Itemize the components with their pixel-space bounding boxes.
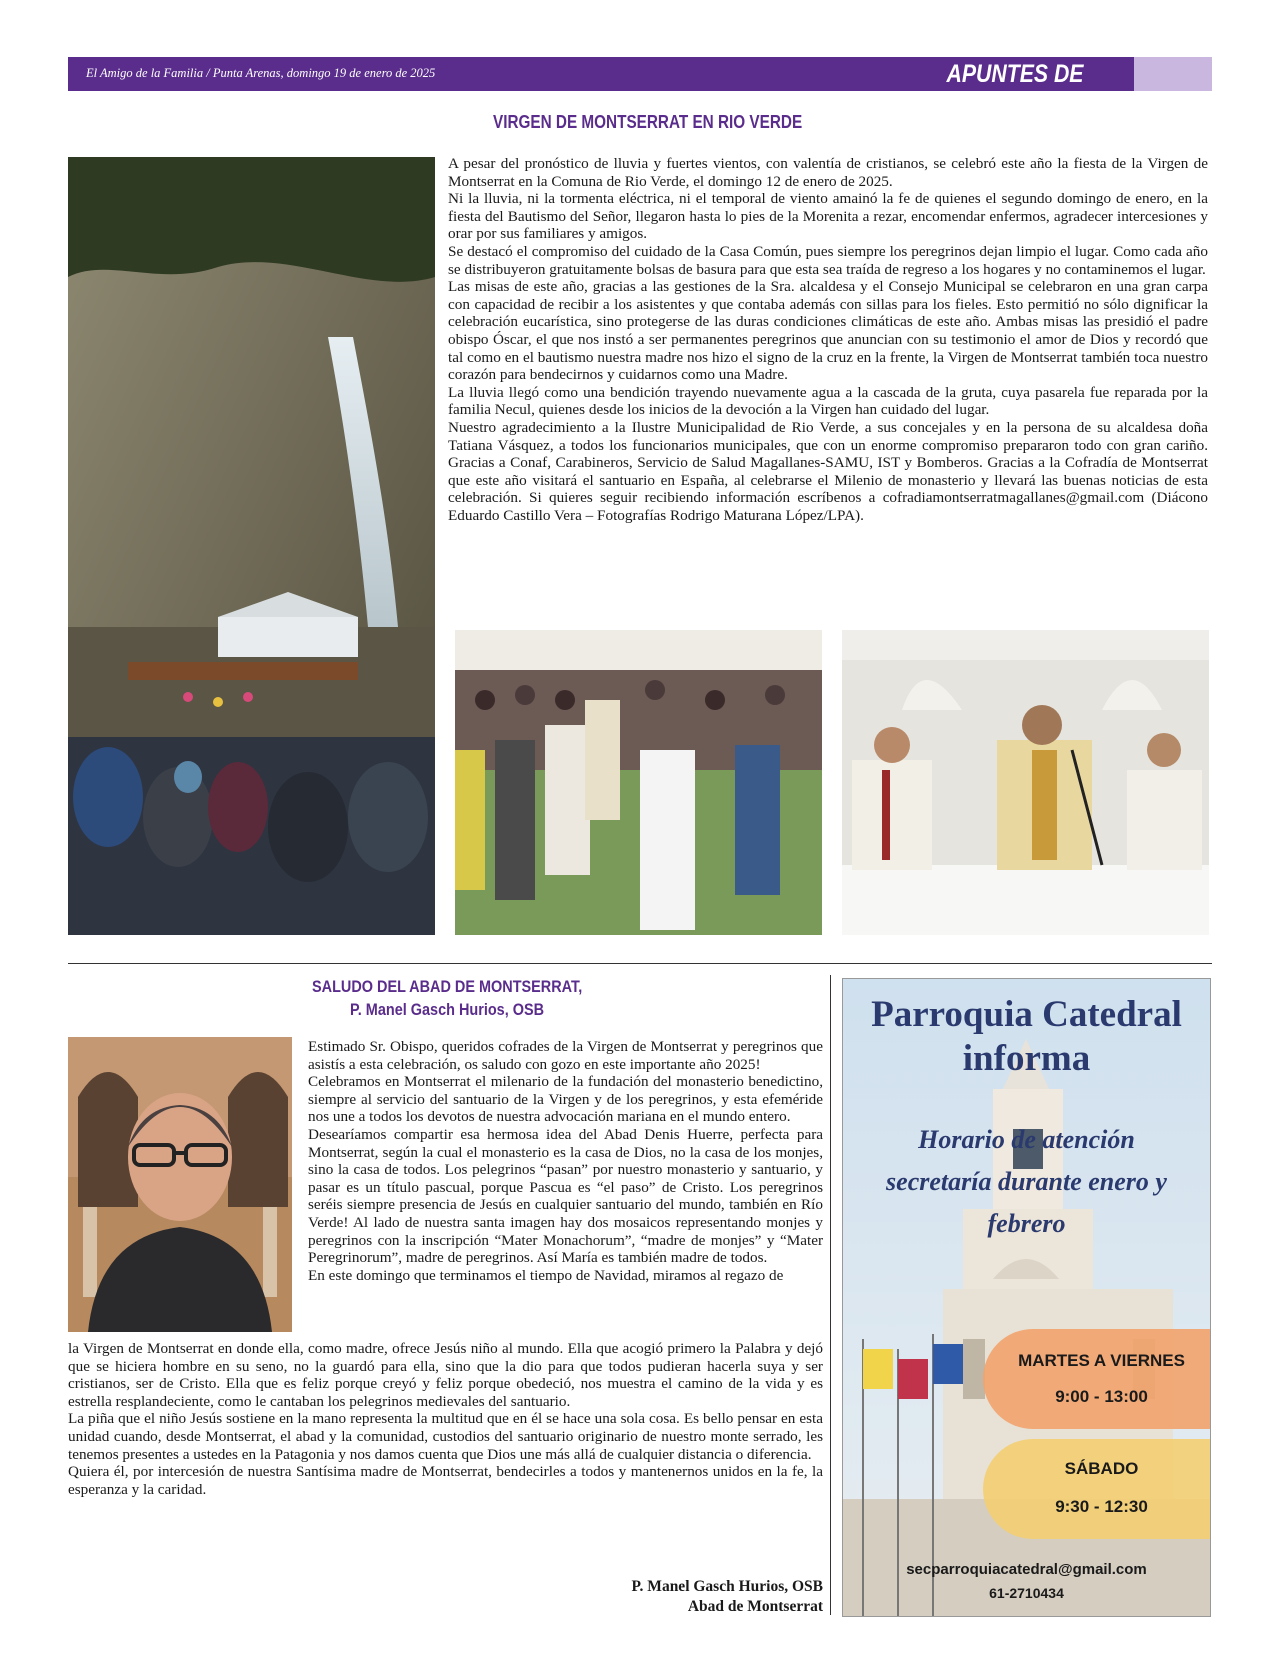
hours-pill-weekdays	[983, 1329, 1211, 1429]
hours-time-saturday: 9:30 - 12:30	[1055, 1497, 1148, 1516]
ad-title: informa	[962, 1038, 1091, 1079]
signature-title: Abad de Montserrat	[687, 1598, 823, 1615]
article2-paragraph: En este domingo que terminamos el tiempo de Navidad, miramos al regazo de	[308, 1266, 784, 1284]
article2-headline: SALUDO DEL ABAD DE MONTSERRAT,	[312, 977, 583, 996]
article2-subheadline: P. Manel Gasch Hurios, OSB	[350, 1000, 545, 1019]
section-divider-horizontal	[68, 963, 1212, 964]
photo-waterfall-grotto	[68, 157, 435, 935]
article1-paragraph: Nuestro agradecimiento a la Ilustre Municipalidad de Rio Verde, a sus concejales y en la persona de su alcaldesa doña Tatiana Vásquez, a todos los funcionarios municipales, que con un enorme compromiso prepararon todo con gran cariño. Gracias a Conaf, Carabineros, Servicio de Salud Magallanes-SAMU, IST y Bomberos. Gracias a la Cofradía de Montserrat que este año visitará el santuario en España, al celebrarse el Milenio de monasterio y llevará las buenas noticias de esta celebración. Si quieres seguir recibiendo información escríbenos a cofradiamontserratmagallanes@gmail.com (Diácono Eduardo Castillo Vera – Fotografías Rodrigo Maturana López/LPA).	[448, 418, 1208, 524]
article1-headline: VIRGEN DE MONTSERRAT EN RIO VERDE	[493, 112, 803, 132]
article2-paragraph: Celebramos en Montserrat el milenario de la fundación del monasterio benedictino, siempre al servicio del santuario de la Virgen y de los peregrinos, y esta efeméride nos une a todos los devotos de nuestra advocación mariana en el mundo entero.	[308, 1073, 823, 1126]
ad-subtitle: Horario de atención	[918, 1125, 1135, 1154]
article2-paragraph: La piña que el niño Jesús sostiene en la mano representa la multitud que en él se hace una sola cosa. Es bello pensar en esta unidad cuando, desde Montserrat, el abad y la comunidad, custodios del santuario originario de nuestro monte serrado, les tenemos presentes a ustedes en la Patagonia y nos damos cuenta que Dios une más allá de cualquier distancia o diferencia.	[68, 1410, 823, 1463]
ad-subtitle: febrero	[987, 1209, 1066, 1238]
hours-time-weekdays: 9:00 - 13:00	[1055, 1387, 1148, 1406]
photo-celebrants-altar	[842, 630, 1209, 935]
header-tab-decoration	[1134, 57, 1212, 91]
ad-title: Parroquia Catedral	[871, 994, 1182, 1035]
hours-days-weekdays: MARTES A VIERNES	[1018, 1351, 1185, 1370]
article1-body	[448, 155, 1208, 524]
hours-pill-saturday	[983, 1439, 1211, 1539]
article1-paragraph: Se destacó el compromiso del cuidado de la Casa Común, pues siempre los peregrinos dejan limpio el lugar. Como cada año se distribuyeron gratuitamente bolsas de basura para que esta sea traída de regreso a los hogares y no contaminemos el lugar.	[448, 242, 1208, 278]
ad-email: secparroquiacatedral@gmail.com	[906, 1561, 1147, 1578]
article2-body-lower	[68, 1340, 823, 1498]
photo-abbot-portrait	[68, 1037, 292, 1332]
article1-paragraph: Las misas de este año, gracias a las gestiones de la Sra. alcaldesa y el Consejo Municipal se celebraron en una gran carpa con capacidad de recibir a los asistentes y que contaba además con sillas para los fieles. Esto permitió no sólo dignificar la celebración eucarística, sino protegerse de las duras condiciones climáticas de este año. Ambas misas las presidió el padre obispo Óscar, el que nos instó a ser permanentes peregrinos que anuncian con su testimonio el amor de Dios y recordó que tal como en el bautismo nuestra madre nos hizo el signo de la cruz en la frente, la Virgen de Montserrat también toca nuestro corazón para bendecirnos y cuidarnos como una Madre.	[448, 278, 1208, 384]
ad-subtitle: secretaría durante enero y	[886, 1167, 1167, 1196]
ad-phone: 61-2710434	[989, 1585, 1064, 1601]
article2-paragraph: Quiera él, por intercesión de nuestra Santísima madre de Montserrat, bendecirles a todos y mantenernos unidos en la fe, la esperanza y la caridad.	[68, 1463, 823, 1498]
article1-paragraph: La lluvia llegó como una bendición trayendo nuevamente agua a la cascada de la gruta, cuya pasarela fue reparada por la familia Necul, quienes desde los inicios de la devoción a la Virgen han cuidado del lugar.	[448, 383, 1208, 419]
hours-days-saturday: SÁBADO	[1064, 1459, 1139, 1478]
article2-paragraph: Estimado Sr. Obispo, queridos cofrades de la Virgen de Montserrat y peregrinos que asistís a esta celebración, os saludo con gozo en este importante año 2025!	[308, 1038, 823, 1073]
section-title: APUNTES DE CRÓNICA	[946, 60, 1084, 120]
parish-schedule-ad	[842, 978, 1211, 1617]
header-publication-line: El Amigo de la Familia / Punta Arenas, domingo 19 de enero de 2025	[86, 66, 436, 80]
photo-procession-tent	[455, 630, 822, 935]
article2-paragraph: la Virgen de Montserrat en donde ella, como madre, ofrece Jesús niño al mundo. Ella que acogió primero la Palabra y dejó que se hiciera hombre en su seno, no la guardó para ella, sino que la dio para que todos pudieran hacerla suya y ser cristianos, ser de Cristo. Ella que es feliz porque creyó y feliz porque obedeció, nos muestra el camino de la vida y es estrella resplandeciente, como le cantaban los pelegrinos medievales del santuario.	[68, 1340, 823, 1410]
article2-body-upper	[308, 1038, 823, 1284]
article1-paragraph: A pesar del pronóstico de lluvia y fuertes vientos, con valentía de cristianos, se celebró este año la fiesta de la Virgen de Montserrat en la Comuna de Rio Verde, el domingo 12 de enero de 2025.	[448, 155, 1208, 190]
section-divider-vertical	[830, 975, 831, 1615]
article2-paragraph: Desearíamos compartir esa hermosa idea del Abad Denis Huerre, perfecta para Montserrat, según la cual el monasterio es la casa de Dios, no la casa de los monjes, sino la casa de todos. Los pelegrinos “pasan” por nuestro monasterio y santuario, y pasar es un título pascual, porque Pascua es “el paso” de Cristo. Los peregrinos seréis siempre presencia de Jesús en cualquier santuario del mundo, también en Río Verde! Al lado de nuestra santa imagen hay dos mosaicos representando monjes y peregrinos con la inscripción “Mater Monachorum”, “madre de monjes” y “Mater Peregrinorum”, madre de peregrinos. Así María es también madre de todos.	[308, 1125, 823, 1267]
signature-name: P. Manel Gasch Hurios, OSB	[631, 1578, 823, 1595]
article1-paragraph: Ni la lluvia, ni la tormenta eléctrica, ni el temporal de viento amainó la fe de quienes el segundo domingo de enero, en la fiesta del Bautismo del Señor, llegaron hasta lo pies de la Morenita a rezar, encomendar enfermos, agradecer intercesiones y orar por sus familiares y amigos.	[448, 190, 1208, 243]
